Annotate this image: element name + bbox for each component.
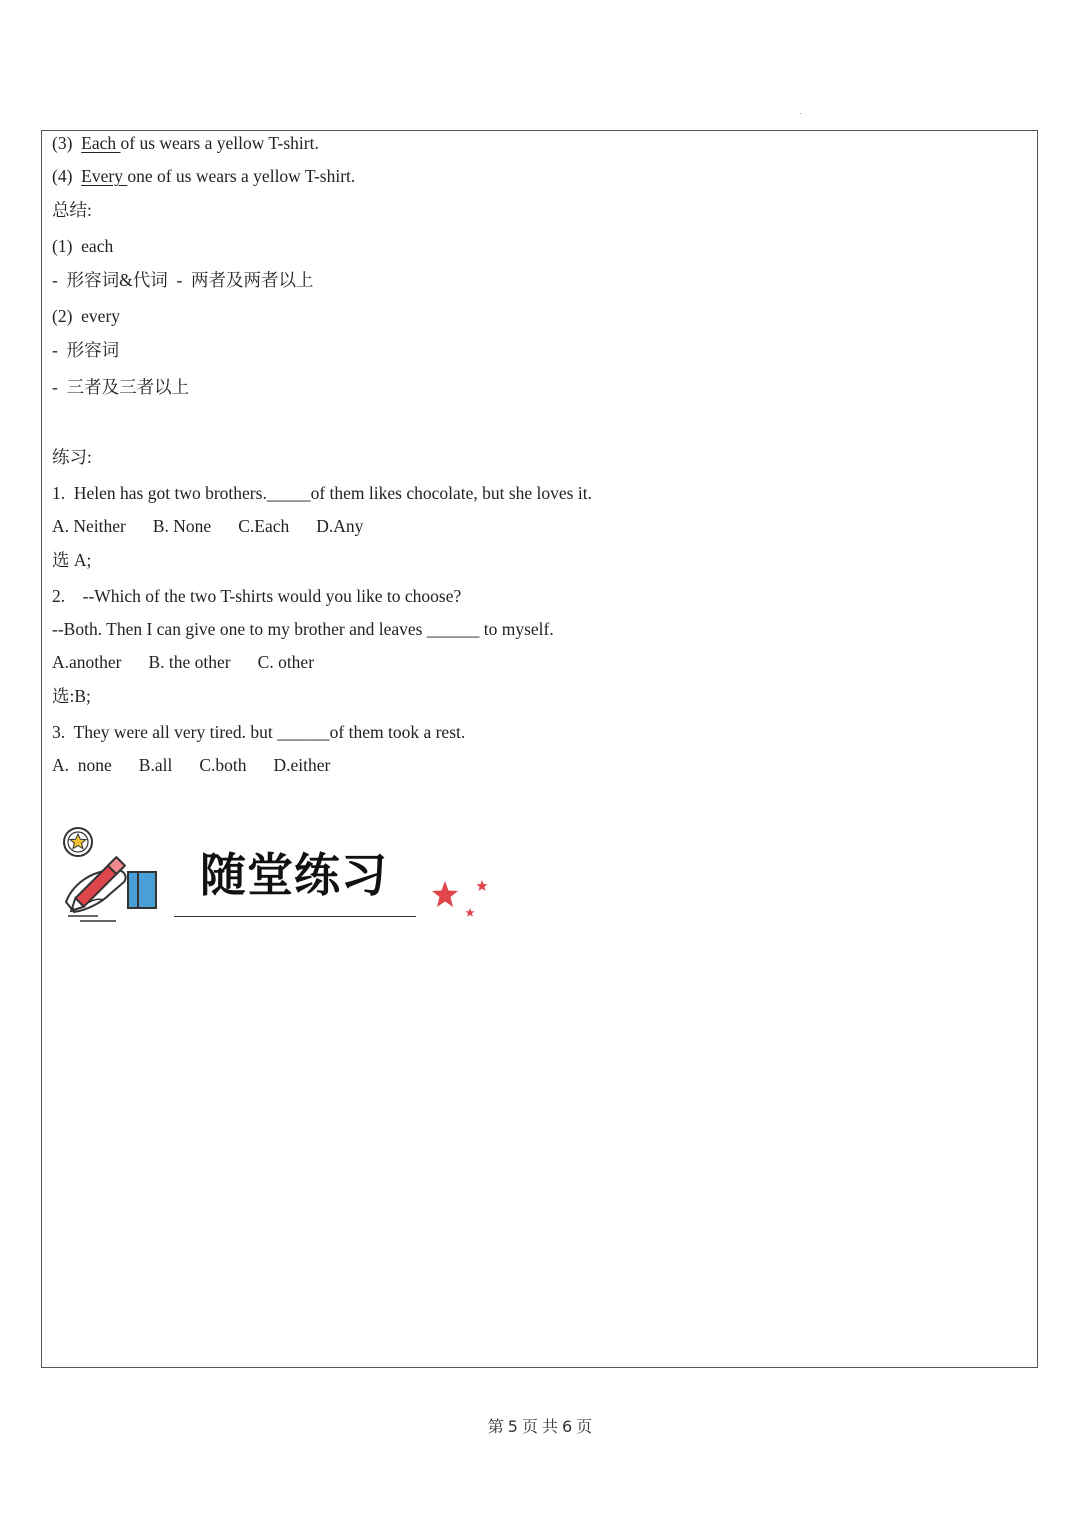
summary-every-point-2: - 三者及三者以上 [52, 377, 190, 397]
question-2-answer: 选:B; [52, 686, 91, 706]
option: C. other [257, 652, 315, 672]
option: C.both [199, 755, 247, 775]
footer-middle: 页 共 [521, 1419, 558, 1436]
total-pages-number: 6 [562, 1417, 573, 1436]
example-4-text: one of us wears a yellow T-shirt. [127, 166, 356, 186]
example-4 [52, 165, 355, 187]
summary-each-point: - 形容词&代词 - 两者及两者以上 [52, 270, 314, 290]
current-page-number: 5 [507, 1417, 518, 1436]
question-3-stem: 3. They were all very tired. but ______of them took a rest. [52, 722, 466, 742]
summary-heading: 总结: [52, 200, 92, 220]
practice-heading: 练习: [52, 447, 92, 467]
footer-suffix: 页 [576, 1419, 593, 1436]
star-badge-icon [64, 828, 92, 856]
question-3-options [52, 754, 330, 776]
option: A. none [52, 755, 112, 775]
example-4-keyword: Every [81, 166, 128, 186]
section-title-underline [174, 916, 416, 917]
option: B.all [138, 755, 173, 775]
book-icon [128, 872, 156, 908]
question-1-answer: 选 A; [52, 550, 92, 570]
content-frame [41, 130, 1038, 1368]
section-title: 随堂练习 [200, 848, 388, 902]
example-3-number: (3) [52, 133, 73, 153]
option: B. the other [148, 652, 231, 672]
question-2-stem-2: --Both. Then I can give one to my brother and leaves ______ to myself. [52, 619, 554, 639]
question-1-stem: 1. Helen has got two brothers._____of them likes chocolate, but she loves it. [52, 483, 592, 503]
example-4-number: (4) [52, 166, 73, 186]
page-footer [0, 1417, 1080, 1438]
option: A. Neither [52, 516, 126, 536]
summary-each-title: (1) each [52, 236, 114, 256]
option: C.Each [238, 516, 290, 536]
option: A.another [52, 652, 122, 672]
footer-prefix: 第 [487, 1419, 504, 1436]
option: D.either [273, 755, 331, 775]
stars-decoration-icon [426, 876, 492, 922]
pencil-hand-icon [58, 824, 163, 924]
option: D.Any [316, 516, 364, 536]
summary-every-title: (2) every [52, 306, 121, 326]
example-3 [52, 132, 319, 154]
question-1-options [52, 515, 363, 537]
example-3-keyword: Each [81, 133, 121, 153]
summary-every-point-1: - 形容词 [52, 340, 120, 360]
question-2-stem: 2. --Which of the two T-shirts would you like to choose? [52, 586, 462, 606]
option: B. None [152, 516, 212, 536]
example-3-text: of us wears a yellow T-shirt. [120, 133, 319, 153]
stray-mark [800, 113, 801, 114]
question-2-options [52, 651, 314, 673]
